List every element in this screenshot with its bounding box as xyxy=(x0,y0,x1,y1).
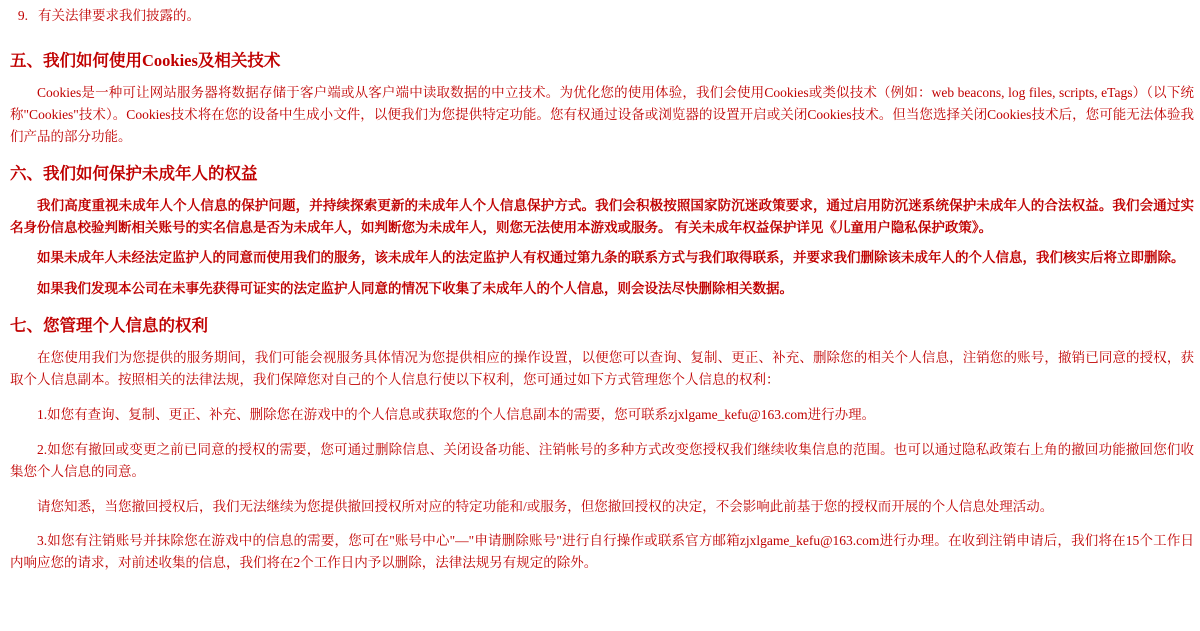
section-heading-minors: 六、我们如何保护未成年人的权益 xyxy=(10,163,258,183)
paragraph-rights-3: 3.如您有注销账号并抹除您在游戏中的信息的需要，您可在"账号中心"—"申请删除账号"进行自行操作或联系官方邮箱zjxlgame_kefu@163.com进行办理。在收到注销申请后，我们将在15个工作日内响应您的请求，对前述收集的信息，我们将在2个工作日内予以删除，法律法规另有规定的除外。 xyxy=(10,533,1194,571)
paragraph-minors-2: 如果未成年人未经法定监护人的同意而使用我们的服务，该未成年人的法定监护人有权通过第九条的联系方式与我们取得联系，并要求我们删除该未成年人的个人信息，我们核实后将立即删除。 xyxy=(37,250,1185,266)
list-item xyxy=(0,0,1200,35)
paragraph-rights-intro: 在您使用我们为您提供的服务期间，我们可能会视服务具体情况为您提供相应的操作设置，以便您可以查询、复制、更正、补充、删除您的相关个人信息，注销您的账号，撤销已同意的授权，获取个人信息副本。按照相关的法律法规，我们保障您对自己的个人信息行使以下权利，您可通过如下方式管理您个人信息的权利： xyxy=(10,350,1194,388)
paragraph-cookies-1: Cookies是一种可让网站服务器将数据存储于客户端或从客户端中读取数据的中立技术。为优化您的使用体验，我们会使用Cookies或类似技术（例如：web beacons, log files, scripts, eTags）（以下统称"Cookies"技术）。Cookies技术将在您的设备中生成小文件，以便我们为您提供特定功能。您有权通过设备或浏览器的设置开启或关闭Cookies技术。但当您选择关闭Cookies技术后，您可能无法体验我们产品的部分功能。 xyxy=(10,85,1194,144)
list-item-text: 有关法律要求我们披露的。 xyxy=(38,8,200,23)
list-item-number: 9. xyxy=(17,8,28,23)
paragraph-rights-2: 2.如您有撤回或变更之前已同意的授权的需要，您可通过删除信息、关闭设备功能、注销帐号的多种方式改变您授权我们继续收集信息的范围。也可以通过隐私政策右上角的撤回功能撤回您们收集您个人信息的同意。 xyxy=(10,441,1194,479)
paragraph-minors-1: 我们高度重视未成年人个人信息的保护问题，并持续探索更新的未成年人个人信息保护方式。我们会积极按照国家防沉迷政策要求，通过启用防沉迷系统保护未成年人的合法权益。我们会通过实名身份信息校验判断相关账号的实名信息是否为未成年人，如判断您为未成年人，则您无法使用本游戏或服务。 有关未成年权益保护详见《儿童用户隐私保护政策》。 xyxy=(10,197,1194,235)
section-heading-cookies: 五、我们如何使用Cookies及相关技术 xyxy=(10,50,281,70)
paragraph-rights-1: 1.如您有查询、复制、更正、补充、删除您在游戏中的个人信息或获取您的个人信息副本的需要，您可联系zjxlgame_kefu@163.com进行办理。 xyxy=(37,406,876,422)
paragraph-rights-note: 请您知悉，当您撤回授权后，我们无法继续为您提供撤回授权所对应的特定功能和/或服务，但您撤回授权的决定，不会影响此前基于您的授权而开展的个人信息处理活动。 xyxy=(37,498,1054,514)
section-heading-rights: 七、您管理个人信息的权利 xyxy=(10,316,208,336)
paragraph-minors-3: 如果我们发现本公司在未事先获得可证实的法定监护人同意的情况下收集了未成年人的个人信息，则会设法尽快删除相关数据。 xyxy=(37,281,793,297)
